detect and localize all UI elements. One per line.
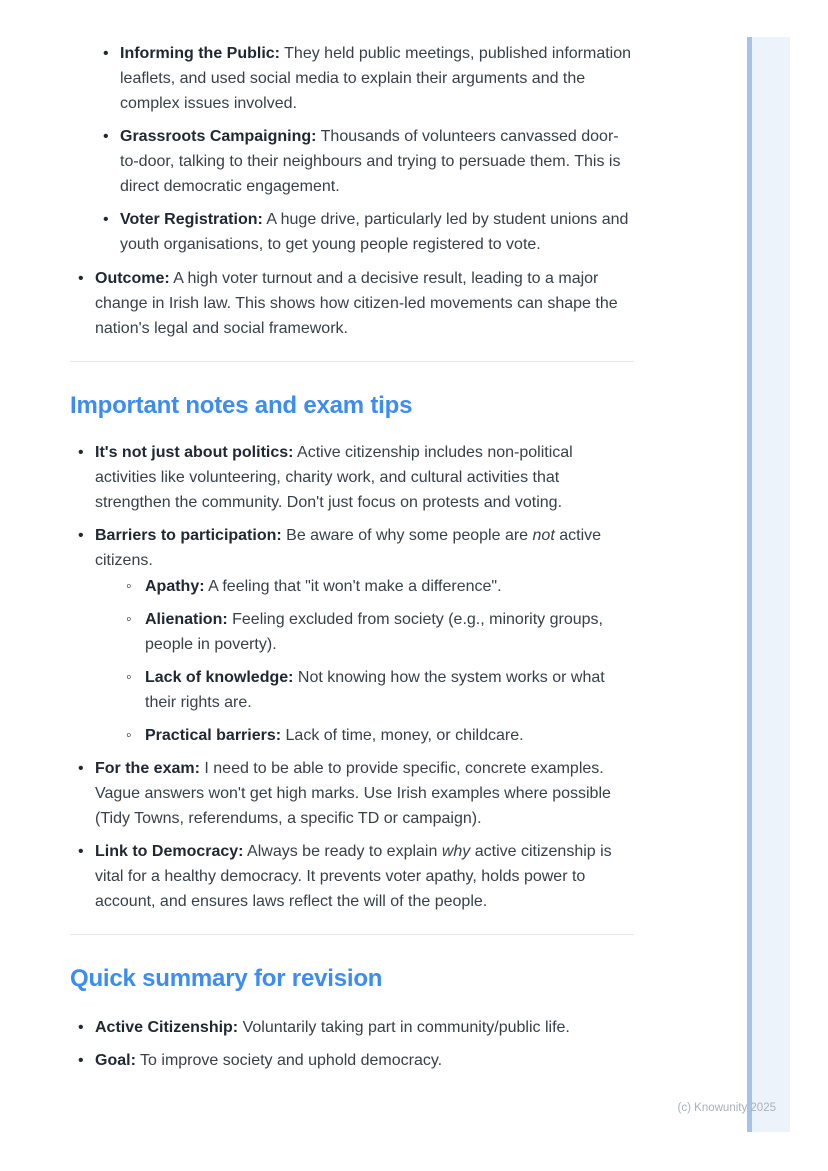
scrollbar-thumb[interactable] (747, 37, 752, 1132)
item-text: Thousands of volunteers canvassed door-to-door, talking to their neighbours and trying to persuade them. This is direct democratic engagement. (120, 128, 621, 195)
item-text: They held public meetings, published information leaflets, and used social media to explain their arguments and the complex issues involved. (120, 45, 632, 112)
barriers-sublist (120, 574, 634, 748)
item-text: A high voter turnout and a decisive result, leading to a major change in Irish law. This shows how citizen-led movements can shape the nation's legal and social framework. (95, 270, 618, 337)
notes-list (70, 440, 634, 914)
item-text-italic: not (532, 527, 555, 544)
list-item (120, 574, 634, 599)
item-label: It's not just about politics: (95, 444, 294, 461)
item-label: Link to Democracy: (95, 843, 244, 860)
item-label: Practical barriers: (145, 727, 282, 744)
summary-heading: Quick summary for revision (70, 965, 383, 992)
list-item (70, 266, 634, 341)
item-text: A huge drive, particularly led by student unions and youth organisations, to get young people registered to vote. (120, 211, 629, 253)
campaign-methods-list (95, 41, 634, 257)
item-text: Not knowing how the system works or what their rights are. (145, 669, 605, 711)
item-label: Voter Registration: (120, 211, 263, 228)
copyright-notice: (c) Knowunity 2025 (677, 1102, 776, 1114)
list-item (70, 1015, 634, 1040)
item-text: active citizens. (95, 527, 602, 569)
list-item (70, 839, 634, 914)
item-text: Active citizenship includes non-political activities like volunteering, charity work, and cultural activities that strengthen the community. Don't just focus on protests and voting. (95, 444, 573, 511)
item-label: Grassroots Campaigning: (120, 128, 317, 145)
item-label: Active Citizenship: (95, 1019, 239, 1036)
list-item (95, 124, 634, 199)
list-item (120, 665, 634, 715)
section-divider (70, 361, 634, 362)
item-text: To improve society and uphold democracy. (140, 1052, 443, 1069)
item-label: Barriers to participation: (95, 527, 282, 544)
item-text: I need to be able to provide specific, concrete examples. Vague answers won't get high marks. Use Irish examples where possible (Tidy Towns, referendums, a specific TD or campaign). (95, 760, 611, 827)
scrollbar-track[interactable] (752, 37, 790, 1132)
item-label: Alienation: (145, 611, 228, 628)
list-item (70, 440, 634, 515)
item-text: active citizenship is vital for a healthy democracy. It prevents voter apathy, holds power to account, and ensures laws reflect the will of the people. (95, 843, 612, 910)
item-text: A feeling that "it won't make a difference". (208, 578, 502, 595)
list-item (70, 1048, 634, 1073)
item-label: Goal: (95, 1052, 136, 1069)
item-label: Informing the Public: (120, 45, 280, 62)
item-text: Always be ready to explain (247, 843, 438, 860)
item-text: Be aware of why some people are (286, 527, 529, 544)
item-text: Feeling excluded from society (e.g., minority groups, people in poverty). (145, 611, 603, 653)
item-label: Apathy: (145, 578, 205, 595)
list-item (70, 756, 634, 831)
item-text: Lack of time, money, or childcare. (285, 727, 524, 744)
item-text-italic: why (441, 843, 471, 860)
notes-heading: Important notes and exam tips (70, 392, 413, 419)
item-label: Outcome: (95, 270, 170, 287)
item-label: Lack of knowledge: (145, 669, 294, 686)
list-item (120, 723, 634, 748)
list-item (70, 523, 634, 748)
document-content (70, 41, 634, 1082)
section-divider (70, 934, 634, 935)
summary-list (70, 1015, 634, 1073)
list-item (95, 41, 634, 116)
list-item (95, 207, 634, 257)
list-item (120, 607, 634, 657)
item-label: For the exam: (95, 760, 200, 777)
outcome-list (70, 266, 634, 341)
item-text: Voluntarily taking part in community/public life. (242, 1019, 570, 1036)
